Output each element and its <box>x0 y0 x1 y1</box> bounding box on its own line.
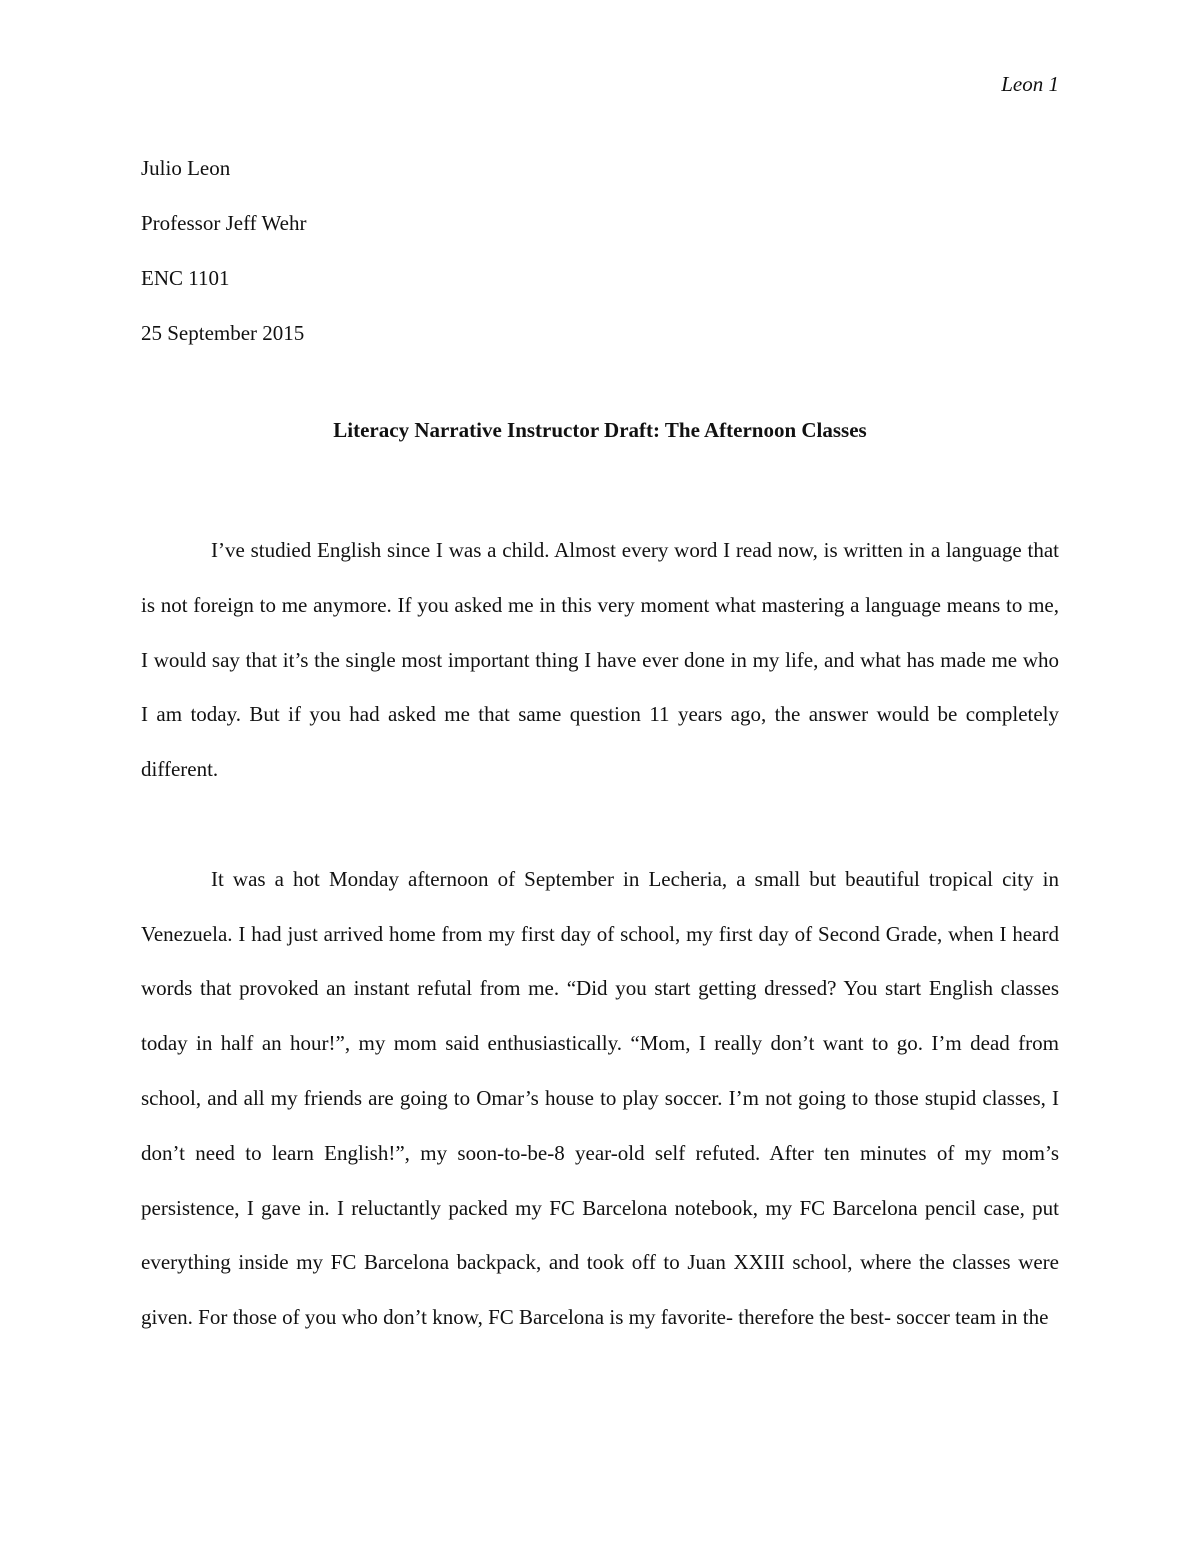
course-code: ENC 1101 <box>141 266 230 290</box>
student-name: Julio Leon <box>141 156 231 180</box>
essay-body <box>141 523 1059 1345</box>
mla-heading <box>141 141 1059 361</box>
paragraph: I’ve studied English since I was a child. Almost every word I read now, is written in a language that is not foreign to me anymore. If you asked me in this very moment what mastering a language means to me, I would say that it’s the single most important thing I have ever done in my life, and what has made me who I am today. But if you had asked me that same question 11 years ago, the answer would be completely different. <box>141 538 1059 782</box>
essay-title: Literacy Narrative Instructor Draft: The Afternoon Classes <box>333 418 867 442</box>
paragraph: It was a hot Monday afternoon of September in Lecheria, a small but beautiful tropical city in Venezuela. I had just arrived home from my first day of school, my first day of Second Grade, when I heard words that provoked an instant refutal from me. “Did you start getting dressed? You start English classes today in half an hour!”, my mom said enthusiastically. “Mom, I really don’t want to go. I’m dead from school, and all my friends are going to Omar’s house to play soccer. I’m not going to those stupid classes, I don’t need to learn English!”, my soon-to-be-8 year-old self refuted. After ten minutes of my mom’s persistence, I gave in. I reluctantly packed my FC Barcelona notebook, my FC Barcelona pencil case, put everything inside my FC Barcelona backpack, and took off to Juan XXIII school, where the classes were given. For those of you who don’t know, FC Barcelona is my favorite- therefore the best- soccer team in the <box>141 866 1059 1330</box>
essay-date: 25 September 2015 <box>141 321 305 345</box>
running-head: Leon 1 <box>1001 72 1059 96</box>
professor-name: Professor Jeff Wehr <box>141 211 307 235</box>
